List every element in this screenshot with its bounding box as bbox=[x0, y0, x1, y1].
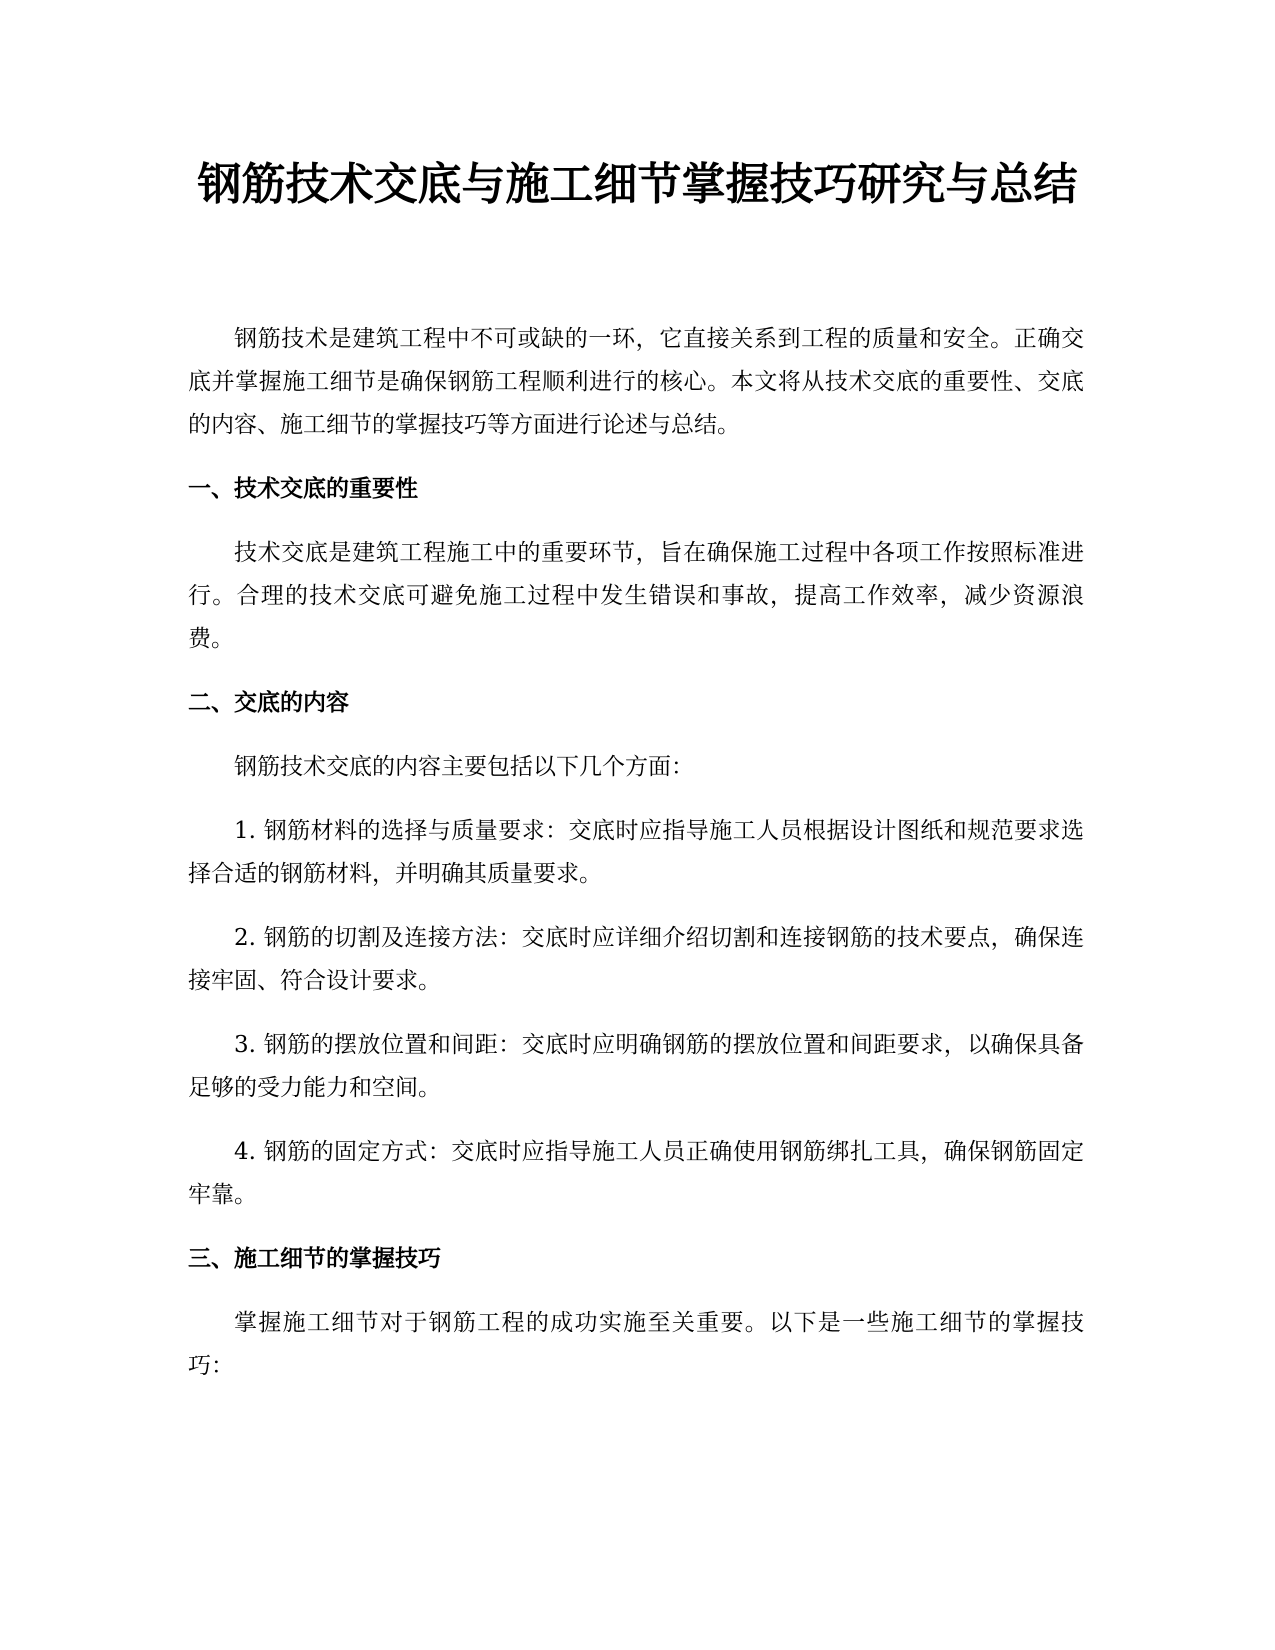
list-item: 1. 钢筋材料的选择与质量要求：交底时应指导施工人员根据设计图纸和规范要求选择合适的钢筋材料，并明确其质量要求。 bbox=[188, 818, 1084, 887]
section-paragraph-importance: 技术交底是建筑工程施工中的重要环节，旨在确保施工过程中各项工作按照标准进行。合理的技术交底可避免施工过程中发生错误和事故，提高工作效率，减少资源浪费。 bbox=[188, 540, 1084, 652]
section-heading-importance: 一、技术交底的重要性 bbox=[188, 476, 418, 502]
section-heading-techniques: 三、施工细节的掌握技巧 bbox=[188, 1246, 441, 1272]
list-item: 4. 钢筋的固定方式：交底时应指导施工人员正确使用钢筋绑扎工具，确保钢筋固定牢靠。 bbox=[188, 1139, 1084, 1208]
document-title: 钢筋技术交底与施工细节掌握技巧研究与总结 bbox=[197, 159, 1078, 210]
intro-paragraph: 钢筋技术是建筑工程中不可或缺的一环，它直接关系到工程的质量和安全。正确交底并掌握施工细节是确保钢筋工程顺利进行的核心。本文将从技术交底的重要性、交底的内容、施工细节的掌握技巧等方面进行论述与总结。 bbox=[188, 326, 1084, 438]
section-paragraph-content: 钢筋技术交底的内容主要包括以下几个方面： bbox=[234, 754, 694, 780]
section-heading-content: 二、交底的内容 bbox=[188, 690, 349, 716]
section-paragraph-techniques: 掌握施工细节对于钢筋工程的成功实施至关重要。以下是一些施工细节的掌握技巧： bbox=[188, 1310, 1084, 1379]
list-item: 3. 钢筋的摆放位置和间距：交底时应明确钢筋的摆放位置和间距要求，以确保具备足够的受力能力和空间。 bbox=[188, 1032, 1084, 1101]
list-item: 2. 钢筋的切割及连接方法：交底时应详细介绍切割和连接钢筋的技术要点，确保连接牢固、符合设计要求。 bbox=[188, 925, 1084, 994]
document-body bbox=[188, 318, 1084, 1409]
